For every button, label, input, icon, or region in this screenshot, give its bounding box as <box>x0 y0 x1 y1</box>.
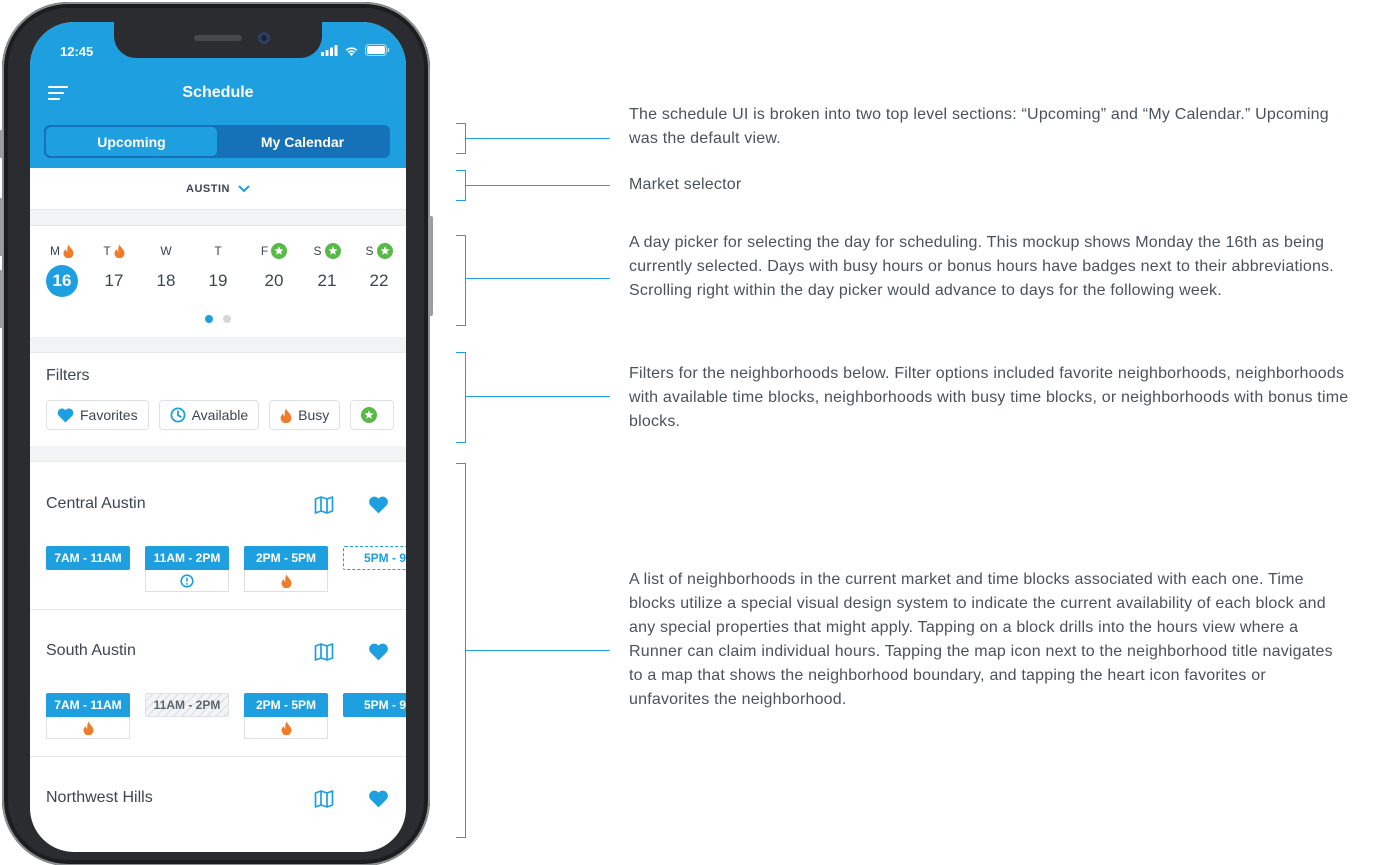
alert-icon <box>180 574 194 588</box>
time-block-label: 5PM - 9 <box>343 693 406 717</box>
flame-icon <box>63 244 74 258</box>
page-title: Schedule <box>182 84 254 101</box>
neighborhood-name: South Austin <box>46 642 136 659</box>
section-divider <box>30 446 406 462</box>
filters-section <box>30 354 406 446</box>
day-abbr: W <box>160 244 172 258</box>
battery-icon <box>365 44 390 56</box>
day-number: 17 <box>104 271 124 290</box>
flame-icon <box>280 408 292 423</box>
star-badge-icon <box>325 243 341 259</box>
time-block[interactable] <box>244 546 328 592</box>
day-item[interactable] <box>357 241 401 297</box>
time-blocks <box>46 546 406 592</box>
day-number: 19 <box>208 271 228 290</box>
phone-frame <box>2 2 430 865</box>
time-block-label: 7AM - 11AM <box>46 693 130 717</box>
phone-screen <box>30 22 406 852</box>
neighborhood-card <box>30 610 406 757</box>
power-button <box>429 216 433 316</box>
status-icons <box>321 44 390 56</box>
flame-icon <box>281 721 292 735</box>
neighborhood-card <box>30 757 406 852</box>
star-badge-icon <box>361 407 377 423</box>
day-item[interactable] <box>40 241 84 297</box>
wifi-icon <box>344 45 359 56</box>
day-picker <box>30 227 406 337</box>
annotation-leader <box>466 138 610 139</box>
heart-icon[interactable] <box>368 496 389 514</box>
time-block[interactable] <box>46 693 130 739</box>
market-label: AUSTIN <box>186 182 230 195</box>
neighborhood-card <box>30 463 406 610</box>
day-number: 18 <box>156 271 176 290</box>
annotation-bracket <box>456 123 466 154</box>
annotation-bracket <box>456 170 466 201</box>
day-abbr: F <box>260 244 269 258</box>
day-abbr: T <box>103 244 111 258</box>
day-number: 22 <box>369 271 389 290</box>
section-divider <box>30 337 406 353</box>
annotation-leader <box>466 650 610 651</box>
day-number: 21 <box>317 271 337 290</box>
cellular-signal-icon <box>321 45 338 56</box>
map-icon[interactable] <box>314 789 334 809</box>
filter-label: Busy <box>298 407 330 423</box>
filter-busy[interactable] <box>269 400 340 430</box>
flame-icon <box>281 574 292 588</box>
time-block[interactable] <box>343 546 406 592</box>
annotation-leader <box>466 185 610 186</box>
filter-available[interactable] <box>159 400 260 430</box>
annotation-leader <box>466 396 610 397</box>
volume-down-button <box>0 270 3 328</box>
market-selector[interactable] <box>30 168 406 210</box>
page-dot[interactable] <box>205 315 213 323</box>
tab-upcoming[interactable]: Upcoming <box>46 127 217 156</box>
annotation-bracket <box>456 352 466 443</box>
notch <box>114 22 322 58</box>
day-abbr: T <box>214 244 222 258</box>
filters-title: Filters <box>46 367 90 384</box>
annotation-filters: Filters for the neighborhoods below. Filter options included favorite neighborhoods, neighborhoods with available time blocks, neighborhoods with busy time blocks, or neighborhoods with bonus time blocks. <box>629 365 1349 430</box>
page-dot[interactable] <box>223 315 231 323</box>
annotation-tabs: The schedule UI is broken into two top level sections: “Upcoming” and “My Calendar.” Upcoming was the default view. <box>629 106 1329 147</box>
time-block-label: 11AM - 2PM <box>145 693 229 717</box>
time-block[interactable] <box>145 546 229 592</box>
day-abbr: M <box>50 244 60 258</box>
time-block[interactable] <box>145 693 229 739</box>
star-badge-icon <box>377 243 393 259</box>
day-abbr: S <box>313 244 322 258</box>
annotation-neighborhoods: A list of neighborhoods in the current market and time blocks associated with each one. Time blocks utilize a special visual design system to indicate the current availability of each block and any special properties that might apply. Tapping on a block drills into the hours view where a Runner can claim individual hours. Tapping the map icon next to the neighborhood title navigates to a map that shows the neighborhood boundary, and tapping the heart icon favorites or unfavorites the neighborhood. <box>629 571 1333 708</box>
star-badge-icon <box>271 243 287 259</box>
time-block-label: 2PM - 5PM <box>244 693 328 717</box>
day-number: 16 <box>46 265 78 297</box>
day-number: 20 <box>264 271 284 290</box>
time-block-label: 11AM - 2PM <box>145 546 229 570</box>
map-icon[interactable] <box>314 642 334 662</box>
status-time: 12:45 <box>60 44 94 59</box>
mute-switch <box>0 130 3 158</box>
speaker <box>194 35 242 41</box>
time-block[interactable] <box>46 546 130 592</box>
day-item[interactable] <box>305 241 349 297</box>
annotation-bracket <box>456 235 466 326</box>
time-block-label: 7AM - 11AM <box>46 546 130 570</box>
flame-icon <box>83 721 94 735</box>
time-block-label: 2PM - 5PM <box>244 546 328 570</box>
filter-label: Favorites <box>80 407 138 423</box>
time-block[interactable] <box>244 693 328 739</box>
map-icon[interactable] <box>314 495 334 515</box>
filter-chips <box>46 400 394 430</box>
section-divider <box>30 210 406 226</box>
day-item[interactable] <box>252 241 296 297</box>
day-abbr: S <box>365 244 374 258</box>
heart-icon[interactable] <box>368 643 389 661</box>
day-item[interactable] <box>92 241 136 297</box>
filter-label: Available <box>191 407 249 423</box>
page-indicator <box>30 315 406 323</box>
filter-bonus[interactable] <box>350 400 394 430</box>
volume-up-button <box>0 198 3 256</box>
section-tabs <box>44 125 390 158</box>
annotation-leader <box>466 278 610 279</box>
filter-favorites[interactable] <box>46 400 149 430</box>
annotation-bracket <box>456 463 466 838</box>
chevron-down-icon <box>238 185 250 193</box>
heart-icon <box>57 408 74 423</box>
time-block-label: 5PM - 9 <box>343 546 406 570</box>
annotation-market: Market selector <box>629 176 742 193</box>
flame-icon <box>114 244 125 258</box>
clock-icon <box>170 407 186 423</box>
camera <box>258 32 270 44</box>
day-item[interactable] <box>196 241 240 297</box>
neighborhood-name: Northwest Hills <box>46 789 153 806</box>
time-blocks <box>46 693 406 739</box>
heart-icon[interactable] <box>368 790 389 808</box>
day-item[interactable] <box>144 241 188 297</box>
tab-my-calendar[interactable]: My Calendar <box>260 133 345 150</box>
neighborhood-name: Central Austin <box>46 495 146 512</box>
annotation-day-picker: A day picker for selecting the day for scheduling. This mockup shows Monday the 16th as being currently selected. Days with busy hours or bonus hours have badges next to their abbreviations. Scrolling right within the day picker would advance to days for the following week. <box>629 234 1334 299</box>
time-block[interactable] <box>343 693 406 739</box>
